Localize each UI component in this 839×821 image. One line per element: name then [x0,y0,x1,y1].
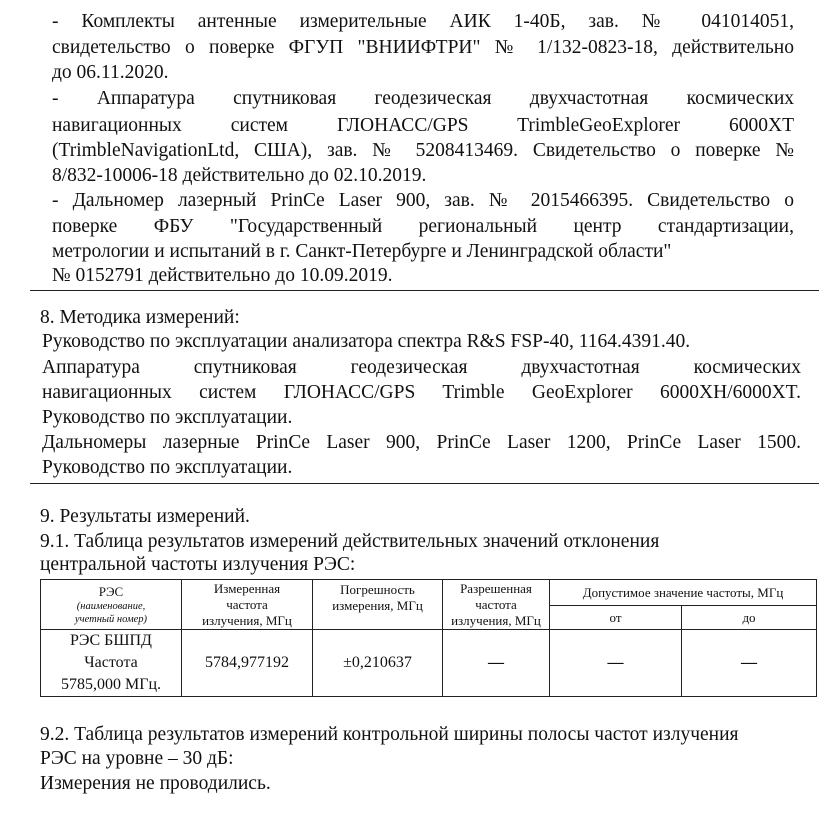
laser-line-2 [52,215,794,239]
row-allowed-value: — [488,654,504,671]
header-res-sub2: учетный номер) [74,613,148,625]
header-res-label: РЭС [98,583,124,599]
row-res [41,630,182,697]
gnss-text-1: - Аппаратура спутниковая геодезическая двухчастотная космических [52,88,794,109]
header-allowed-l1: Разрешенная [460,580,532,596]
aik-line-2 [52,36,794,60]
aik-line-3: до 06.11.2020. [52,62,169,83]
row-res-l3: 5785,000 МГц. [60,676,162,693]
results-table [40,579,817,697]
header-res-sub1: (наименование, [76,600,146,612]
table-row [41,630,817,697]
section8-text-3: навигационных систем ГЛОНАСС/GPS Trimble GeoExplorer 6000XH/6000XT. [42,382,801,403]
section8-line-4: Руководство по эксплуатации. [42,407,293,428]
header-measured-l3: излучения, МГц [202,612,292,628]
gnss-line-2 [52,114,794,138]
header-to: до [682,606,817,630]
laser-line-3: метрологии и испытаний в г. Санкт-Петербурге и Ленинградской области" [52,241,672,262]
table1-caption-1: 9.1. Таблица результатов измерений действительных значений отклонения [40,531,660,552]
section8-line-1: Руководство по эксплуатации анализатора спектра R&S FSP-40, 1164.4391.40. [42,331,691,352]
row-from [550,630,682,697]
section8-line-2 [42,356,801,380]
gnss-text-3: (TrimbleNavigationLtd, США), зав. № 5208413469. Свидетельство о поверке № [52,140,794,161]
laser-line-1 [52,189,794,213]
aik-line-1 [52,10,794,34]
divider-2 [30,483,819,484]
header-error-l1: Погрешность [340,582,415,597]
table2-note: Измерения не проводились. [40,773,271,794]
row-res-l2: Частота [84,654,138,671]
row-from-value: — [607,654,624,671]
row-measured: 5784,977192 [182,630,313,697]
header-permissible: Допустимое значение частоты, МГц [550,580,817,606]
gnss-line-1 [52,87,794,111]
section8-text-2: Аппаратура спутниковая геодезическая двухчастотная космических [42,357,801,378]
header-measured [182,580,313,630]
header-measured-l1: Измеренная [213,580,281,596]
header-allowed [443,580,550,630]
header-from: от [550,606,682,630]
laser-line-4: № 0152791 действительно до 10.09.2019. [52,265,393,286]
row-allowed [443,630,550,697]
header-error-l2: измерения, МГц [332,598,423,613]
header-res [41,580,182,630]
divider-1 [30,290,819,291]
table1-caption-2: центральной частоты излучения РЭС: [40,554,356,575]
section8-text-5: Дальномеры лазерные PrinCe Laser 900, PrinCe Laser 1200, PrinCe Laser 1500. [42,432,801,453]
table2-caption-2: РЭС на уровне – 30 дБ: [40,748,234,769]
section8-heading: 8. Методика измерений: [40,307,240,328]
laser-text-2: поверке ФБУ "Государственный региональный центр стандартизации, [52,216,794,237]
section9-heading: 9. Результаты измерений. [40,506,250,527]
laser-text-1: - Дальномер лазерный PrinCe Laser 900, зав. № 2015466395. Свидетельство о [52,190,794,211]
header-allowed-l3: излучения, МГц [451,612,541,628]
row-res-l1: РЭС БШПД [70,632,152,649]
section8-line-5 [42,431,801,455]
header-error [313,580,443,630]
header-allowed-l2: частота [475,596,517,612]
table2-caption-1: 9.2. Таблица результатов измерений контрольной ширины полосы частот излучения [40,724,739,745]
gnss-line-4: 8/832-10006-18 действительно до 02.10.2019. [52,165,427,186]
aik-text-1: - Комплекты антенные измерительные АИК 1-40Б, зав. № 041014051, [52,11,794,32]
section8-line-3 [42,381,801,405]
gnss-text-2: навигационных систем ГЛОНАСС/GPS TrimbleGeoExplorer 6000XT [52,115,794,136]
row-to [682,630,817,697]
header-measured-l2: частота [226,596,268,612]
gnss-line-3 [52,139,794,163]
row-error: ±0,210637 [313,630,443,697]
row-to-value: — [741,654,757,671]
aik-text-2: свидетельство о поверке ФГУП "ВНИИФТРИ" № 1/132-0823-18, действительно [52,37,794,58]
section8-line-6: Руководство по эксплуатации. [42,457,293,478]
